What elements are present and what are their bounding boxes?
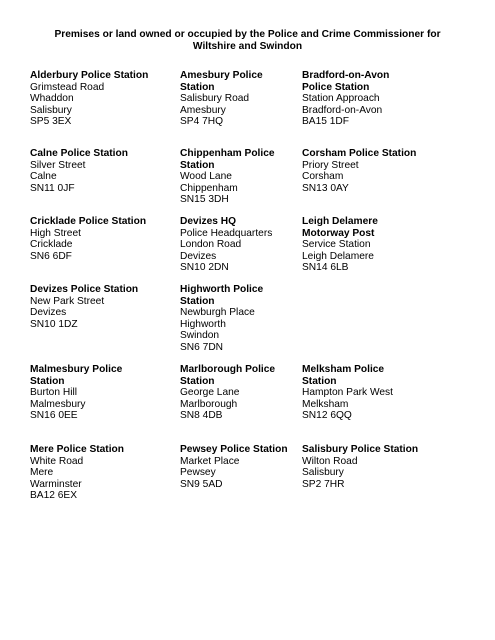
address-line: Swindon bbox=[180, 330, 220, 342]
station-name: Station bbox=[180, 81, 215, 93]
station-name: Bradford-on-Avon bbox=[302, 70, 390, 81]
station-name: Devizes Police Station bbox=[30, 284, 139, 295]
station-name: Cricklade Police Station bbox=[30, 216, 147, 227]
premises-row bbox=[30, 216, 470, 284]
address-line: Pewsey bbox=[180, 467, 216, 479]
station-name: Malmesbury Police bbox=[30, 364, 123, 375]
station-name: Alderbury Police Station bbox=[30, 70, 149, 81]
station-name: Devizes HQ bbox=[180, 216, 237, 227]
station-name: Chippenham Police bbox=[180, 148, 275, 159]
station-name: Salisbury Police Station bbox=[302, 444, 419, 455]
premises-entry bbox=[180, 444, 295, 490]
station-name: Station bbox=[180, 375, 215, 387]
address-line: Salisbury bbox=[302, 467, 344, 479]
premises-entry bbox=[30, 444, 175, 502]
address-line: Marlborough bbox=[180, 398, 238, 410]
address-line: Bradford-on-Avon bbox=[302, 104, 383, 116]
premises-row bbox=[30, 148, 470, 216]
address-line: SP4 7HQ bbox=[180, 116, 224, 128]
premises-entry bbox=[180, 148, 295, 206]
address-line: Malmesbury bbox=[30, 398, 86, 410]
page-title-line-1: Premises or land owned or occupied by the Police and Crime Commissioner for bbox=[54, 29, 441, 40]
address-line: Priory Street bbox=[302, 159, 359, 171]
address-line: Hampton Park West bbox=[302, 387, 393, 399]
address-line: New Park Street bbox=[30, 295, 105, 307]
address-line: SN15 3DH bbox=[180, 194, 229, 206]
address-line: Devizes bbox=[30, 307, 67, 319]
address-line: SN6 6DF bbox=[30, 250, 72, 262]
station-name: Motorway Post bbox=[302, 227, 375, 239]
address-line: SN9 5AD bbox=[180, 478, 223, 490]
station-name: Pewsey Police Station bbox=[180, 444, 288, 455]
address-line: SN8 4DB bbox=[180, 410, 223, 422]
premises-row bbox=[30, 444, 470, 514]
premises-entry bbox=[180, 364, 295, 422]
station-name: Station bbox=[302, 375, 337, 387]
address-line: SN11 0JF bbox=[30, 182, 75, 194]
address-line: Police Headquarters bbox=[180, 227, 273, 239]
address-line: SP5 3EX bbox=[30, 116, 72, 128]
address-line: Melksham bbox=[302, 398, 349, 410]
address-line: Wood Lane bbox=[180, 171, 232, 183]
address-line: BA12 6EX bbox=[30, 490, 78, 502]
address-line: Mere bbox=[30, 467, 54, 479]
premises-entry bbox=[302, 148, 452, 194]
station-name: Police Station bbox=[302, 81, 370, 93]
address-line: Newburgh Place bbox=[180, 307, 255, 319]
address-line: Warminster bbox=[30, 478, 82, 490]
address-line: Station Approach bbox=[302, 93, 380, 105]
station-name: Leigh Delamere bbox=[302, 216, 378, 227]
station-name: Highworth Police bbox=[180, 284, 264, 295]
station-name: Marlborough Police bbox=[180, 364, 276, 375]
premises-entry bbox=[180, 216, 295, 274]
premises-entry bbox=[302, 70, 452, 128]
address-line: Service Station bbox=[302, 239, 371, 251]
premises-entry bbox=[180, 70, 295, 128]
address-line: Devizes bbox=[180, 250, 217, 262]
station-name: Amesbury Police bbox=[180, 70, 263, 81]
address-line: Salisbury Road bbox=[180, 93, 250, 105]
address-line: Highworth bbox=[180, 318, 226, 330]
premises-entry bbox=[180, 284, 295, 354]
premises-entry bbox=[302, 216, 452, 274]
address-line: SN6 7DN bbox=[180, 341, 224, 353]
address-line: George Lane bbox=[180, 387, 240, 399]
premises-row bbox=[30, 364, 470, 444]
address-line: Chippenham bbox=[180, 182, 238, 194]
address-line: Amesbury bbox=[180, 104, 226, 116]
premises-entry bbox=[30, 148, 175, 194]
address-line: Wilton Road bbox=[302, 455, 358, 467]
address-line: Salisbury bbox=[30, 104, 72, 116]
address-line: London Road bbox=[180, 239, 242, 251]
address-line: High Street bbox=[30, 227, 81, 239]
address-line: SP2 7HR bbox=[302, 478, 345, 490]
station-name: Corsham Police Station bbox=[302, 148, 417, 159]
address-line: BA15 1DF bbox=[302, 116, 349, 128]
premises-row bbox=[30, 284, 470, 364]
page-title bbox=[40, 29, 455, 53]
premises-row bbox=[30, 70, 470, 148]
station-name: Mere Police Station bbox=[30, 444, 124, 455]
premises-entry bbox=[30, 70, 175, 128]
page-title-line-2: Wiltshire and Swindon bbox=[192, 41, 303, 52]
station-name: Melksham Police bbox=[302, 364, 385, 375]
address-line: Market Place bbox=[180, 455, 240, 467]
address-line: Silver Street bbox=[30, 159, 86, 171]
address-line: SN16 0EE bbox=[30, 410, 78, 422]
premises-entry bbox=[30, 364, 175, 422]
address-line: White Road bbox=[30, 455, 84, 467]
address-line: SN10 2DN bbox=[180, 262, 229, 274]
station-name: Station bbox=[180, 159, 215, 171]
address-line: SN10 1DZ bbox=[30, 318, 78, 330]
address-line: Grimstead Road bbox=[30, 81, 105, 93]
station-name: Station bbox=[30, 375, 65, 387]
premises-entry bbox=[30, 284, 175, 330]
address-line: Burton Hill bbox=[30, 387, 77, 399]
address-line: SN13 0AY bbox=[302, 182, 349, 194]
premises-entry bbox=[302, 364, 452, 422]
station-name: Calne Police Station bbox=[30, 148, 128, 159]
premises-entry bbox=[302, 444, 452, 490]
address-line: SN12 6QQ bbox=[302, 410, 352, 422]
address-line: Whaddon bbox=[30, 93, 74, 105]
station-name: Station bbox=[180, 295, 215, 307]
address-line: SN14 6LB bbox=[302, 262, 349, 274]
address-line: Cricklade bbox=[30, 239, 73, 251]
address-line: Leigh Delamere bbox=[302, 250, 374, 262]
premises-entry bbox=[30, 216, 175, 262]
address-line: Corsham bbox=[302, 171, 344, 183]
address-line: Calne bbox=[30, 171, 57, 183]
